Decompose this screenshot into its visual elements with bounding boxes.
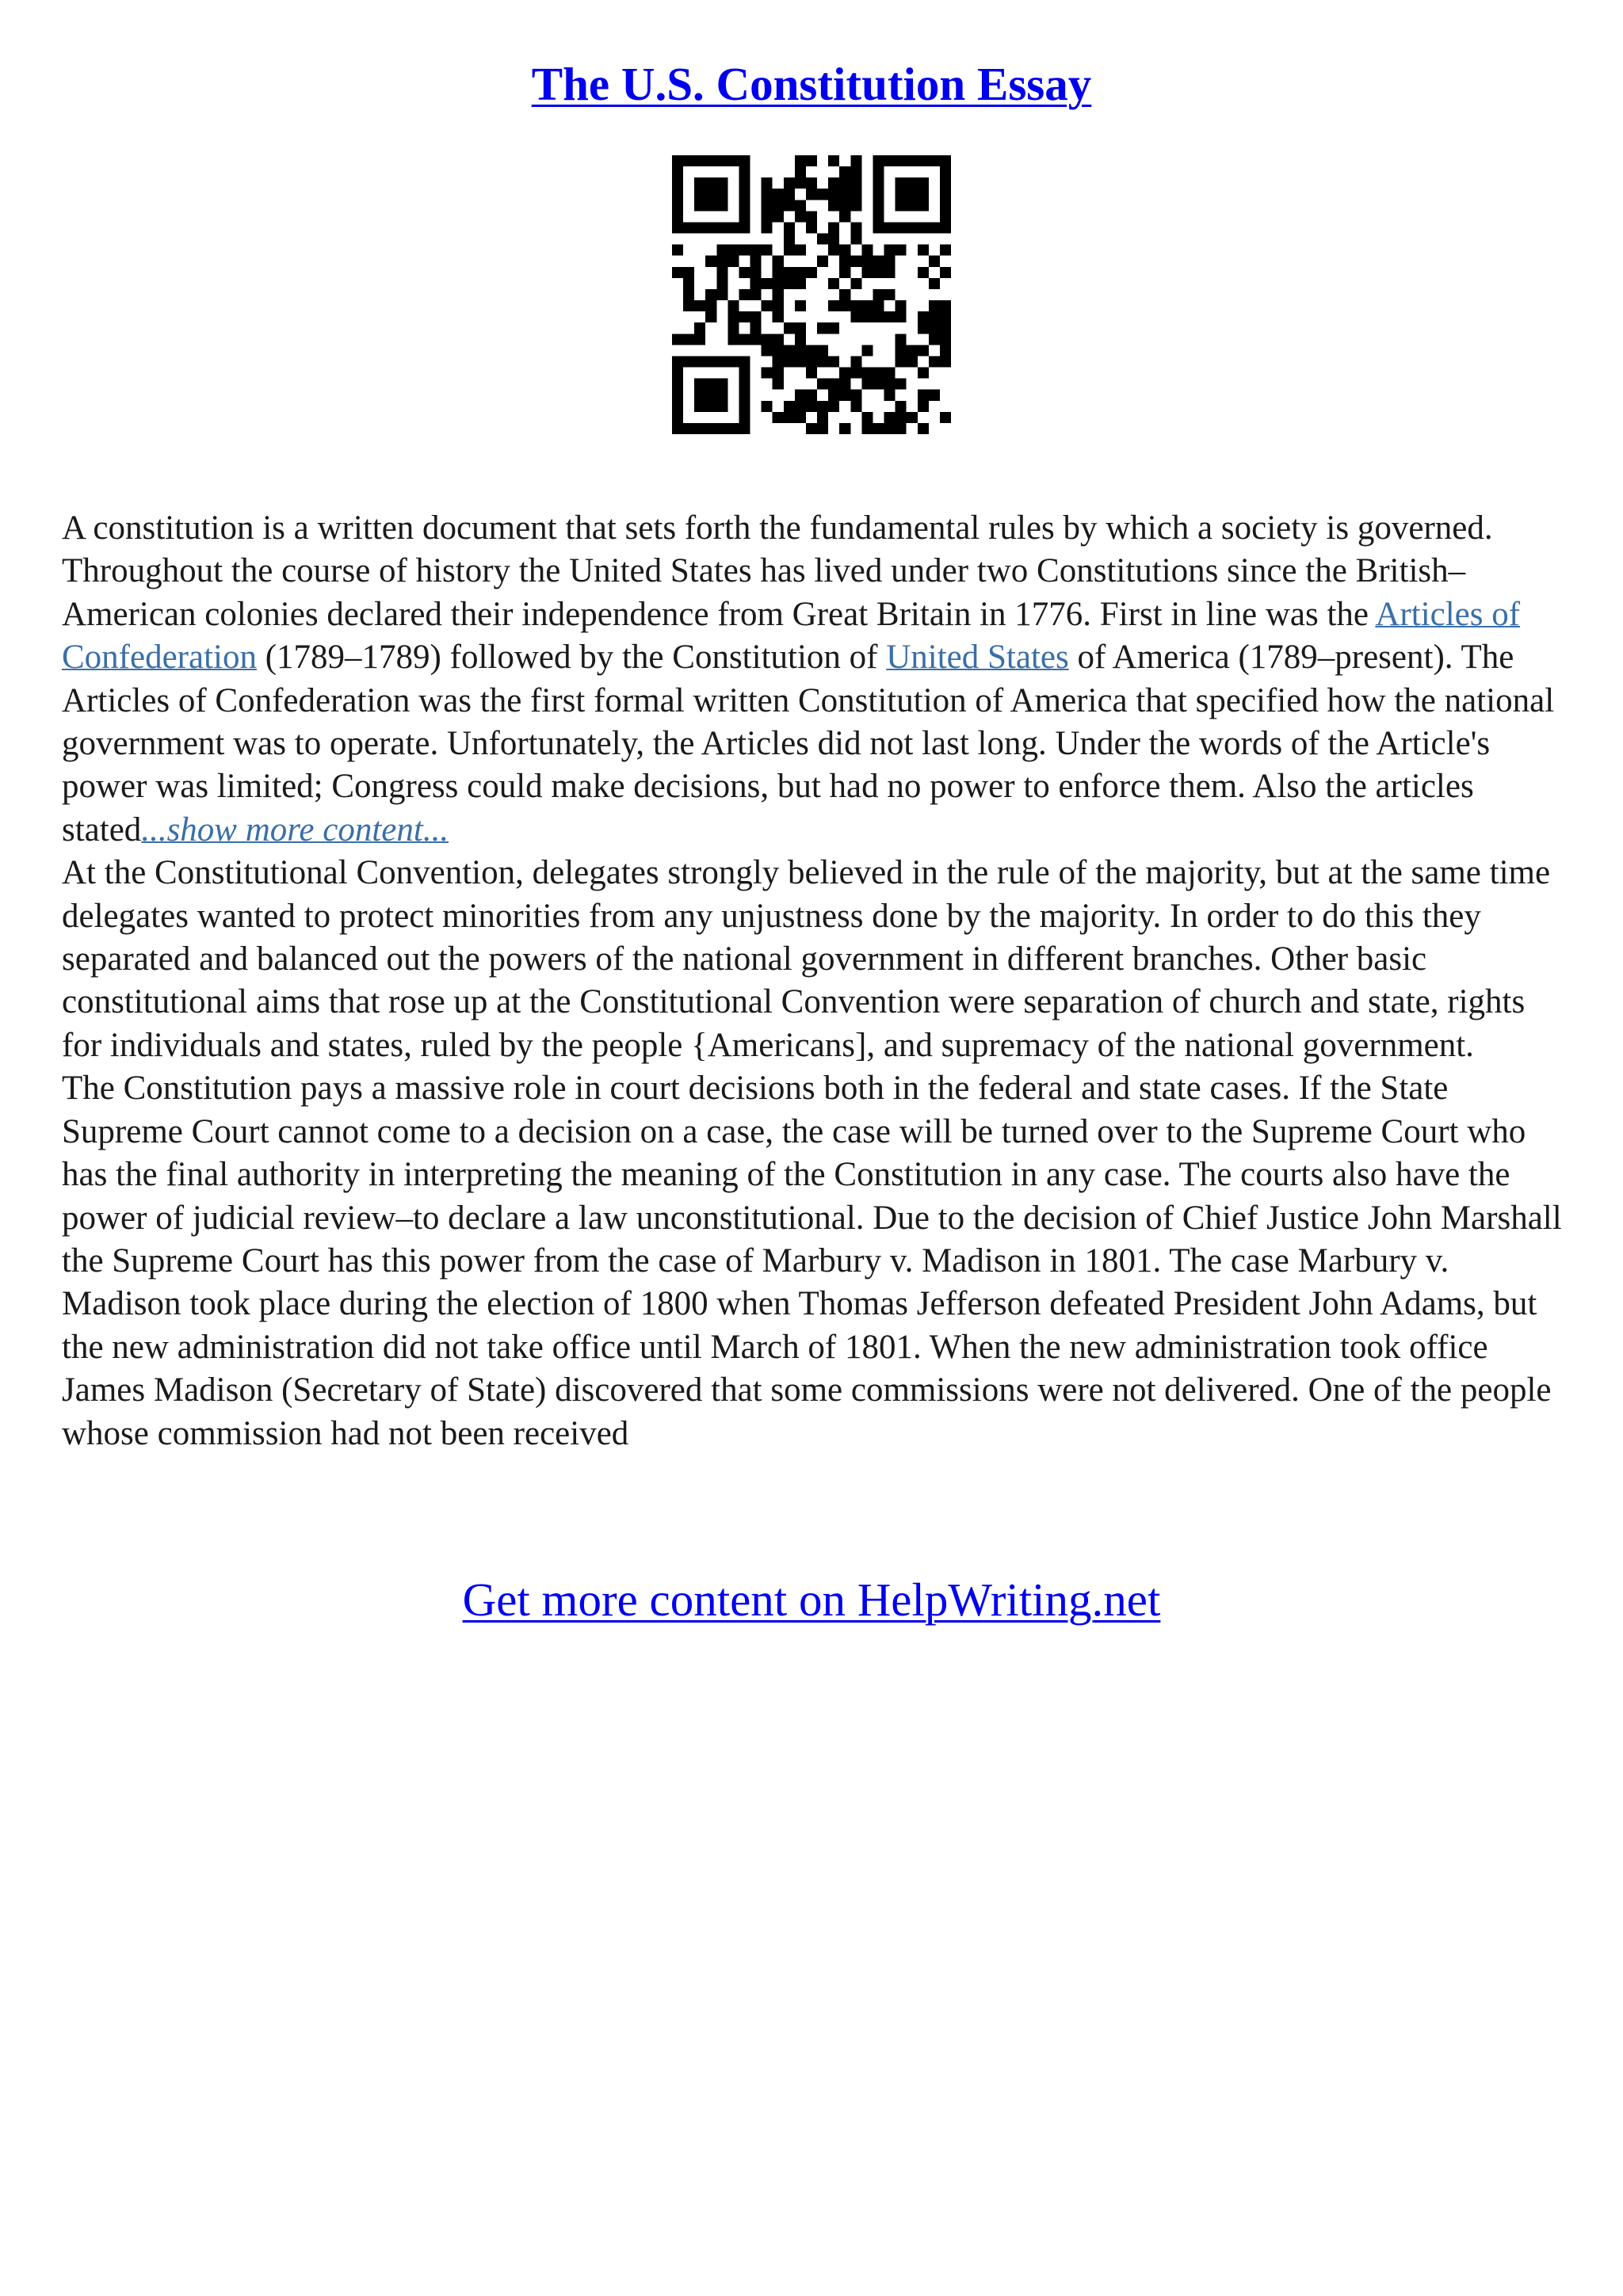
title-container bbox=[0, 57, 1623, 112]
united-states-link[interactable]: United States bbox=[886, 639, 1069, 677]
paragraph-1 bbox=[62, 507, 1568, 852]
footer-helpwriting-link[interactable]: Get more content on HelpWriting.net bbox=[462, 1573, 1161, 1626]
paragraph-1-text-b: (1789–1789) followed by the Constitution of bbox=[256, 639, 887, 677]
paragraph-1-text-c: of America (1789–present). The Articles of Confederation was the first formal written Constitution of America that specified how the national government was to operate. Unfortunately, the Articles did not last long. Under the words of the Article's power was limited; Congress could make decisions, but had no power to enforce them. Also the articles stated bbox=[62, 639, 1555, 849]
paragraph-1-text-a: A constitution is a written document that sets forth the fundamental rules by which a society is governed. Throughout the course of history the United States has lived under two Constitutions since the British–American colonies declared their independence from Great Britain in 1776. First in line was the bbox=[62, 509, 1493, 633]
qr-code-icon bbox=[672, 155, 951, 434]
paragraph-2: At the Constitutional Convention, delegates strongly believed in the rule of the majority, but at the same time delegates wanted to protect minorities from any unjustness done by the majority. In order to do this they separated and balanced out the powers of the national government in different branches. Other basic constitutional aims that rose up at the Constitutional Convention were separation of church and state, rights for individuals and states, ruled by the people {Americans], and supremacy of the national government. bbox=[62, 854, 1551, 1064]
essay-body bbox=[62, 507, 1568, 1455]
articles-of-confederation-link[interactable]: Articles of Confederation bbox=[62, 595, 1521, 677]
document-title-link[interactable]: The U.S. Constitution Essay bbox=[531, 58, 1092, 110]
footer-container bbox=[0, 1573, 1623, 1627]
paragraph-3: The Constitution pays a massive role in court decisions both in the federal and state cases. If the State Supreme Court cannot come to a decision on a case, the case will be turned over to the Supreme Court who has the final authority in interpreting the meaning of the Constitution in any case. The courts also have the power of judicial review–to declare a law unconstitutional. Due to the decision of Chief Justice John Marshall the Supreme Court has this power from the case of Marbury v. Madison in 1801. The case Marbury v. Madison took place during the election of 1800 when Thomas Jefferson defeated President John Adams, but the new administration did not take office until March of 1801. When the new administration took office James Madison (Secretary of State) discovered that some commissions were not delivered. One of the people whose commission had not been received bbox=[62, 1070, 1562, 1452]
show-more-content-link[interactable]: ...show more content... bbox=[141, 810, 449, 849]
